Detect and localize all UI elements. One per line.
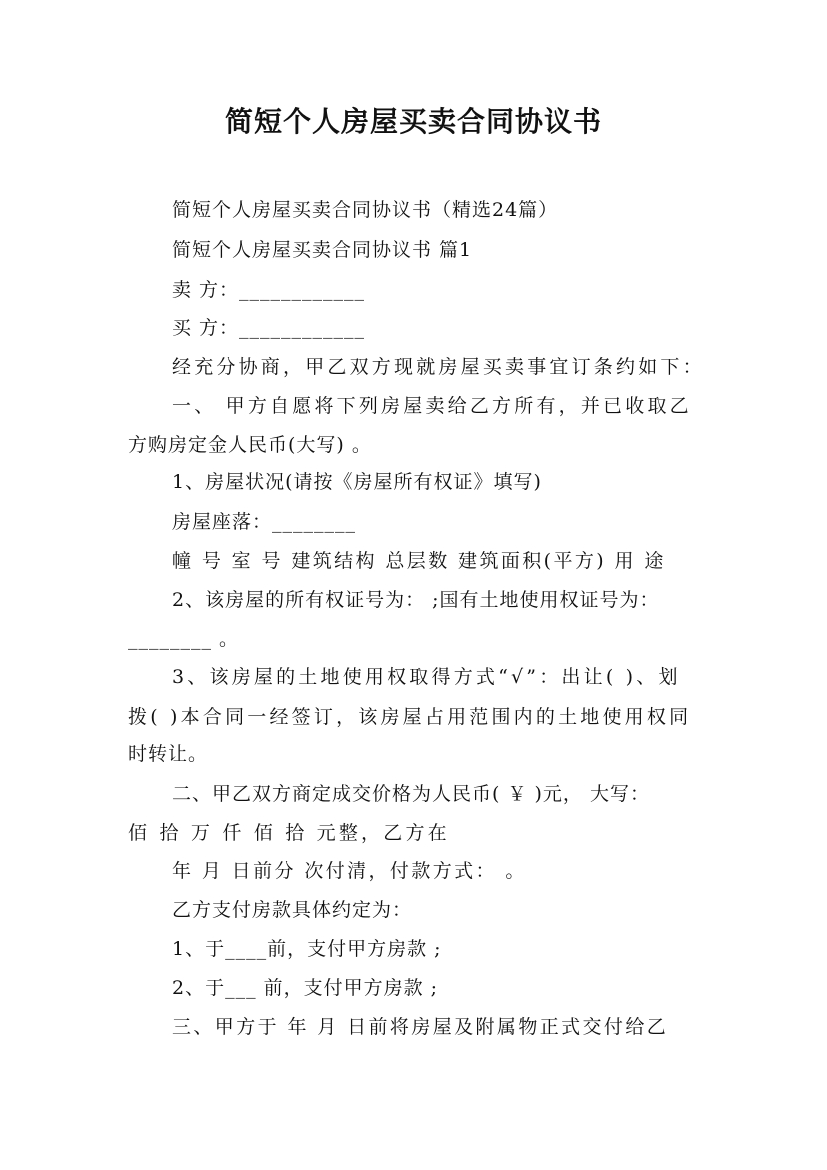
paragraph-line: 2、该房屋的所有权证号为： ;国有土地使用权证号为： <box>172 589 660 611</box>
paragraph-line: 乙方支付房款具体约定为： <box>172 899 413 921</box>
paragraph-line: 二、甲乙双方商定成交价格为人民币( ￥ )元， 大写： <box>172 783 650 805</box>
document-title: 简短个人房屋买卖合同协议书 <box>224 105 602 138</box>
paragraph-line: 年 月 日前分 次付清，付款方式： 。 <box>172 860 527 882</box>
paragraph-line: 幢 号 室 号 建筑结构 总层数 建筑面积(平方) 用 途 <box>172 550 666 572</box>
paragraph-line: 买 方：____________ <box>172 317 366 339</box>
paragraph-line: 三、甲方于 年 月 日前将房屋及附属物正式交付给乙 <box>172 1016 669 1038</box>
paragraph-line: 佰 拾 万 仟 佰 拾 元整，乙方在 <box>128 822 450 844</box>
paragraph-line: 3、该房屋的土地使用权取得方式“√”：出让( )、划 <box>172 666 681 688</box>
paragraph-line: 时转让。 <box>128 743 209 765</box>
paragraph-line: 1、房屋状况(请按《房屋所有权证》填写) <box>172 471 542 493</box>
paragraph-line: 简短个人房屋买卖合同协议书 篇1 <box>172 239 473 261</box>
paragraph-line: 简短个人房屋买卖合同协议书（精选24篇） <box>172 199 559 221</box>
paragraph-line: 1、于____前，支付甲方房款 ; <box>172 938 442 960</box>
paragraph-line: 2、于___ 前，支付甲方房款 ; <box>172 977 439 999</box>
paragraph-line: 房屋座落：________ <box>172 511 357 533</box>
paragraph-line: ________ 。 <box>128 628 240 650</box>
paragraph-line: 一、 甲方自愿将下列房屋卖给乙方所有，并已收取乙 <box>172 395 692 417</box>
paragraph-line: 方购房定金人民币(大写) 。 <box>128 434 372 456</box>
paragraph-line: 卖 方：____________ <box>172 279 366 301</box>
paragraph-line: 拨( )本合同一经签订，该房屋占用范围内的土地使用权同 <box>128 706 692 728</box>
paragraph-line: 经充分协商，甲乙双方现就房屋买卖事宜订条约如下： <box>172 356 705 378</box>
